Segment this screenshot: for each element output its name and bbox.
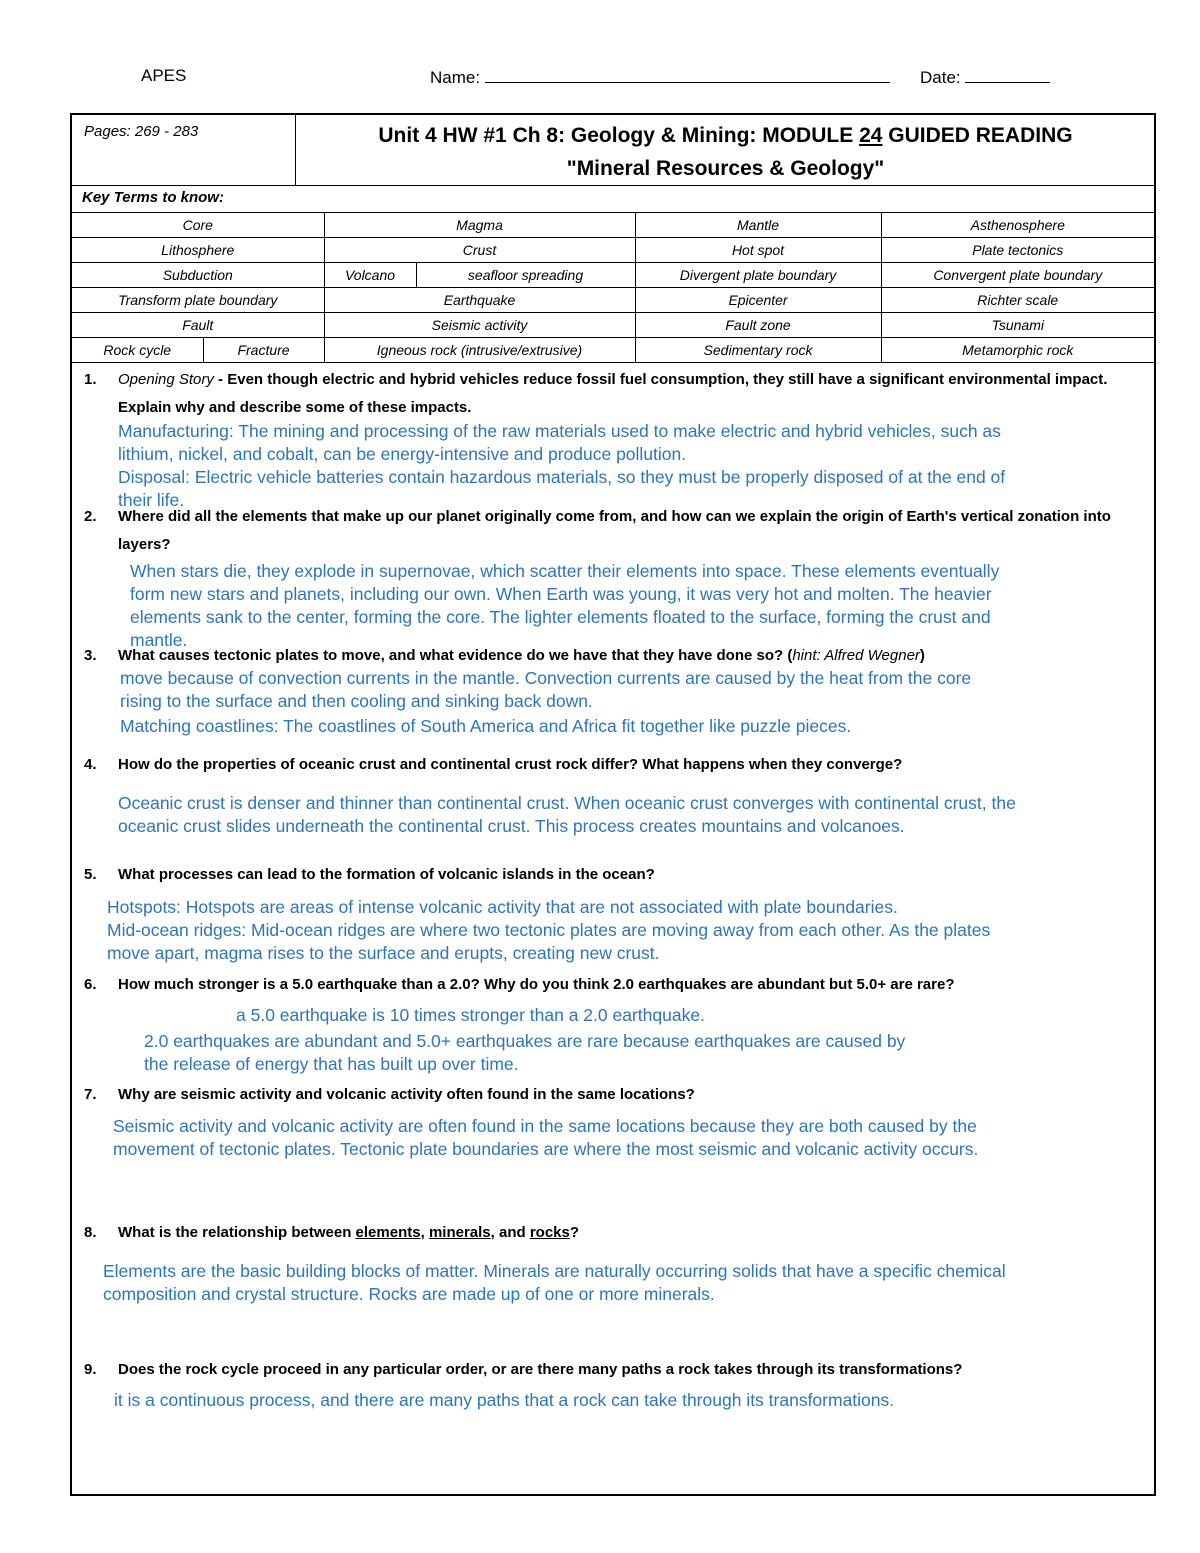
term-cell: Metamorphic rock xyxy=(881,338,1154,363)
answer-line: Oceanic crust is denser and thinner than continental crust. When oceanic crust converges with continental crust, the xyxy=(118,793,1016,813)
question-number: 6. xyxy=(84,976,97,993)
question-number: 9. xyxy=(84,1361,97,1378)
answer-line: 2.0 earthquakes are abundant and 5.0+ earthquakes are rare because earthquakes are caused by xyxy=(144,1031,906,1051)
question-body: - Even though electric and hybrid vehicles reduce fossil fuel consumption, they still have a significant environmental impact. Explain why and describe some of these impacts. xyxy=(118,371,1108,416)
key-terms-row xyxy=(72,238,1154,263)
name-label: Name: xyxy=(430,68,481,87)
question-number: 2. xyxy=(84,508,97,525)
answer-line: When stars die, they explode in supernovae, which scatter their elements into space. These elements eventually xyxy=(130,561,1000,581)
question-body: What causes tectonic plates to move, and what evidence do we have that they have done so? ( xyxy=(118,647,793,664)
title-row xyxy=(72,115,1154,186)
question-number: 3. xyxy=(84,647,97,664)
answer-line: Elements are the basic building blocks of matter. Minerals are naturally occurring solids that have a specific chemical xyxy=(103,1261,1006,1281)
name-blank xyxy=(485,66,890,83)
answer-line: their life. xyxy=(118,490,185,510)
question-number: 8. xyxy=(84,1224,97,1241)
term-cell: Core xyxy=(72,213,324,238)
question-9 xyxy=(84,1356,1144,1384)
question-5 xyxy=(84,861,1144,889)
question-text: Where did all the elements that make up our planet originally come from, and how can we explain the origin of Earth's vertical zonation into layers? xyxy=(118,508,1111,553)
question-number: 1. xyxy=(84,371,97,388)
question-4 xyxy=(84,751,1144,779)
question-text: Does the rock cycle proceed in any particular order, or are there many paths a rock takes through its transformations? xyxy=(118,1361,963,1378)
answer-line: Matching coastlines: The coastlines of South America and Africa fit together like puzzle pieces. xyxy=(120,716,852,736)
question-text: What processes can lead to the formation of volcanic islands in the ocean? xyxy=(118,866,655,883)
question-hint: hint: Alfred Wegner xyxy=(792,647,920,664)
question-text: How do the properties of oceanic crust and continental crust rock differ? What happens when they converge? xyxy=(118,756,903,773)
title-suffix: GUIDED READING xyxy=(882,124,1073,147)
term-elements: elements xyxy=(355,1224,421,1241)
course-label: APES xyxy=(141,66,187,85)
answer-5 xyxy=(107,896,990,965)
question-text: How much stronger is a 5.0 earthquake than a 2.0? Why do you think 2.0 earthquakes are abundant but 5.0+ are rare? xyxy=(118,976,955,993)
date-blank xyxy=(965,66,1050,83)
question-2 xyxy=(84,503,1144,559)
term-cell: Hot spot xyxy=(635,238,881,263)
answer-8 xyxy=(103,1260,1006,1306)
answer-line: Disposal: Electric vehicle batteries contain hazardous materials, so they must be properly disposed of at the end of xyxy=(118,467,1006,487)
answer-line: mantle. xyxy=(130,630,188,650)
answer-9 xyxy=(114,1389,894,1412)
question-text xyxy=(118,1219,1144,1247)
term-cell: Fracture xyxy=(203,338,324,363)
term-rocks: rocks xyxy=(529,1224,570,1241)
term-cell: Fault zone xyxy=(635,313,881,338)
answer-line: it is a continuous process, and there are many paths that a rock can take through its transformations. xyxy=(114,1390,895,1410)
term-cell: seafloor spreading xyxy=(416,263,635,288)
term-cell: Convergent plate boundary xyxy=(881,263,1154,288)
answer-line: move apart, magma rises to the surface and erupts, creating new crust. xyxy=(107,943,660,963)
separator: , and xyxy=(490,1224,530,1241)
answer-2 xyxy=(130,560,999,652)
title-line xyxy=(297,119,1154,152)
answer-line: a 5.0 earthquake is 10 times stronger than a 2.0 earthquake. xyxy=(236,1005,705,1025)
term-cell: Epicenter xyxy=(635,288,881,313)
answer-line: Seismic activity and volcanic activity are often found in the same locations because they are both caused by the xyxy=(113,1116,977,1136)
answer-line: form new stars and planets, including our own. When Earth was young, it was very hot and molten. The heavier xyxy=(130,584,992,604)
pages-cell: Pages: 269 - 283 xyxy=(72,115,296,185)
key-terms-row xyxy=(72,213,1154,238)
question-number: 4. xyxy=(84,756,97,773)
answer-3 xyxy=(120,667,971,738)
question-end: ) xyxy=(919,647,925,664)
question-6 xyxy=(84,971,1144,999)
term-cell: Rock cycle xyxy=(72,338,203,363)
term-cell: Crust xyxy=(324,238,635,263)
term-cell: Plate tectonics xyxy=(881,238,1154,263)
answer-4 xyxy=(118,792,1016,838)
term-cell: Volcano xyxy=(324,263,416,288)
key-terms-label: Key Terms to know: xyxy=(82,189,224,206)
term-cell: Richter scale xyxy=(881,288,1154,313)
term-cell: Seismic activity xyxy=(324,313,635,338)
name-field xyxy=(430,66,890,88)
answer-line: Hotspots: Hotspots are areas of intense volcanic activity that are not associated with plate boundaries. xyxy=(107,897,898,917)
question-8 xyxy=(84,1219,1144,1247)
title-module: 24 xyxy=(859,124,883,147)
question-number: 7. xyxy=(84,1086,97,1103)
term-cell: Mantle xyxy=(635,213,881,238)
key-terms-table xyxy=(72,212,1154,363)
key-terms-row xyxy=(72,263,1154,288)
date-field xyxy=(920,66,1050,88)
key-terms-row xyxy=(72,313,1154,338)
date-label: Date: xyxy=(920,68,961,87)
term-cell: Asthenosphere xyxy=(881,213,1154,238)
question-1 xyxy=(84,366,1144,422)
answer-line: Mid-ocean ridges: Mid-ocean ridges are where two tectonic plates are moving away from each other. As the plates xyxy=(107,920,991,940)
worksheet-title xyxy=(297,115,1154,185)
term-cell: Earthquake xyxy=(324,288,635,313)
answer-line: the release of energy that has built up over time. xyxy=(144,1054,519,1074)
answer-6 xyxy=(144,1004,905,1076)
key-terms-row xyxy=(72,288,1154,313)
question-3 xyxy=(84,642,1144,670)
term-cell: Magma xyxy=(324,213,635,238)
question-text xyxy=(118,366,1144,422)
question-text: Why are seismic activity and volcanic activity often found in the same locations? xyxy=(118,1086,695,1103)
separator: , xyxy=(420,1224,429,1241)
answer-line: lithium, nickel, and cobalt, can be energy-intensive and produce pollution. xyxy=(118,444,687,464)
term-cell: Sedimentary rock xyxy=(635,338,881,363)
question-body: What is the relationship between xyxy=(118,1224,356,1241)
worksheet-subtitle: "Mineral Resources & Geology" xyxy=(566,157,885,180)
key-terms-row xyxy=(72,338,1154,363)
answer-line: oceanic crust slides underneath the continental crust. This process creates mountains and volcanoes. xyxy=(118,816,905,836)
term-cell: Lithosphere xyxy=(72,238,324,263)
term-cell: Transform plate boundary xyxy=(72,288,324,313)
term-cell: Tsunami xyxy=(881,313,1154,338)
answer-line: elements sank to the center, forming the core. The lighter elements floated to the surface, forming the crust and xyxy=(130,607,991,627)
answer-line: composition and crystal structure. Rocks are made up of one or more minerals. xyxy=(103,1284,715,1304)
term-minerals: minerals xyxy=(428,1224,491,1241)
term-cell: Igneous rock (intrusive/extrusive) xyxy=(324,338,635,363)
answer-line: Manufacturing: The mining and processing of the raw materials used to make electric and hybrid vehicles, such as xyxy=(118,421,1001,441)
question-text xyxy=(118,642,1144,670)
term-cell: Divergent plate boundary xyxy=(635,263,881,288)
question-number: 5. xyxy=(84,866,97,883)
answer-line: rising to the surface and then cooling and sinking back down. xyxy=(120,691,593,711)
question-prefix: Opening Story xyxy=(118,371,214,388)
answer-line: move because of convection currents in the mantle. Convection currents are caused by the heat from the core xyxy=(120,668,972,688)
answer-7 xyxy=(113,1115,978,1161)
term-cell: Subduction xyxy=(72,263,324,288)
question-7 xyxy=(84,1081,1144,1109)
answer-1 xyxy=(118,420,1005,512)
answer-line: movement of tectonic plates. Tectonic plate boundaries are where the most seismic and volcanic activity occurs. xyxy=(113,1139,979,1159)
title-prefix: Unit 4 HW #1 Ch 8: Geology & Mining: MODULE xyxy=(378,124,860,147)
question-end: ? xyxy=(569,1224,580,1241)
term-cell: Fault xyxy=(72,313,324,338)
